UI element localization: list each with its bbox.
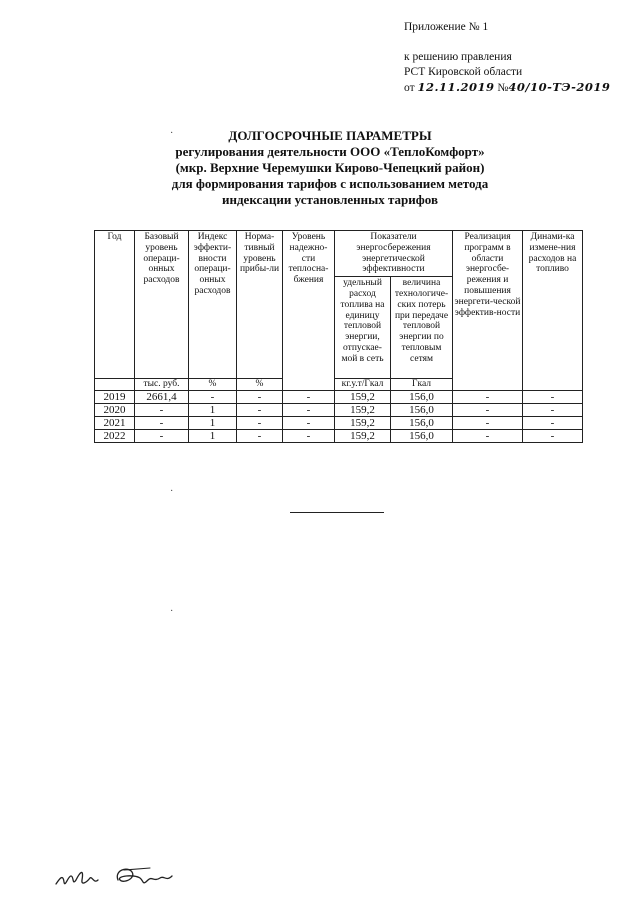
stray-dot-mark: · xyxy=(170,606,174,617)
cell-year: 2019 xyxy=(95,391,135,404)
cell-efficiency-index: 1 xyxy=(189,417,237,430)
cell-programs: - xyxy=(453,430,523,443)
table-row xyxy=(95,417,583,430)
cell-base-cost: - xyxy=(135,404,189,417)
header-fuel-dynamics: Динами-ка измене-ния расходов на топливо xyxy=(523,231,583,391)
date-prefix: от xyxy=(404,82,415,94)
approval-date-line xyxy=(404,80,610,96)
cell-year: 2022 xyxy=(95,430,135,443)
cell-fuel-rate: 159,2 xyxy=(335,430,391,443)
heading-line-4: для формирования тарифов с использованием метода xyxy=(171,176,489,191)
cell-base-cost: - xyxy=(135,430,189,443)
cell-fuel-rate: 159,2 xyxy=(335,417,391,430)
cell-profit-level: - xyxy=(237,404,283,417)
cell-fuel-dynamics: - xyxy=(523,391,583,404)
cell-profit-level: - xyxy=(237,391,283,404)
approval-block xyxy=(404,20,610,96)
table-row xyxy=(95,430,583,443)
cell-efficiency-index: 1 xyxy=(189,404,237,417)
table-row xyxy=(95,404,583,417)
header-fuel-rate: удельный расход топлива на единицу тепловой энергии, отпускае-мой в сеть xyxy=(335,277,391,379)
cell-programs: - xyxy=(453,404,523,417)
approval-line-1: к решению правления xyxy=(404,51,512,63)
cell-base-cost: - xyxy=(135,417,189,430)
heading-line-3: (мкр. Верхние Черемушки Кирово-Чепецкий район) xyxy=(175,160,485,175)
cell-profit-level: - xyxy=(237,417,283,430)
unit-base-cost: тыс. руб. xyxy=(135,379,189,391)
cell-base-cost: 2661,4 xyxy=(135,391,189,404)
heading-line-2: регулирования деятельности ООО «ТеплоКомфорт» xyxy=(175,144,485,159)
unit-heat-losses: Гкал xyxy=(391,379,453,391)
approval-number: 40/10-ТЭ-2019 xyxy=(508,80,611,94)
header-reliability: Уровень надежно-сти теплосна-бжения xyxy=(283,231,335,391)
cell-reliability: - xyxy=(283,430,335,443)
cell-year: 2020 xyxy=(95,404,135,417)
unit-year xyxy=(95,379,135,391)
end-rule xyxy=(290,512,384,513)
stray-dot-mark: · xyxy=(170,486,174,497)
cell-fuel-rate: 159,2 xyxy=(335,404,391,417)
header-base-cost: Базовый уровень операци-онных расходов xyxy=(135,231,189,379)
appendix-label: Приложение № 1 xyxy=(404,21,489,33)
cell-heat-losses: 156,0 xyxy=(391,430,453,443)
cell-efficiency-index: - xyxy=(189,391,237,404)
parameters-table xyxy=(94,230,583,443)
cell-fuel-dynamics: - xyxy=(523,417,583,430)
unit-fuel-rate: кг.у.т/Гкал xyxy=(335,379,391,391)
cell-efficiency-index: 1 xyxy=(189,430,237,443)
header-profit-level: Норма-тивный уровень прибы-ли xyxy=(237,231,283,379)
header-efficiency-index: Индекс эффекти-вности операци-онных расходов xyxy=(189,231,237,379)
stray-dot-mark: · xyxy=(170,128,174,139)
header-heat-losses: величина технологиче-ских потерь при передаче тепловой энергии по тепловым сетям xyxy=(391,277,453,379)
unit-efficiency-index: % xyxy=(189,379,237,391)
cell-fuel-dynamics: - xyxy=(523,404,583,417)
cell-year: 2021 xyxy=(95,417,135,430)
cell-reliability: - xyxy=(283,404,335,417)
heading-line-5: индексации установленных тарифов xyxy=(222,192,438,207)
unit-profit-level: % xyxy=(237,379,283,391)
cell-programs: - xyxy=(453,391,523,404)
cell-reliability: - xyxy=(283,417,335,430)
header-programs: Реализация программ в области энергосбе-режения и повышения энергети-ческой эффектив-ности xyxy=(453,231,523,391)
number-prefix: № xyxy=(497,82,509,94)
cell-programs: - xyxy=(453,417,523,430)
cell-fuel-rate: 159,2 xyxy=(335,391,391,404)
approval-date: 12.11.2019 xyxy=(417,80,495,94)
header-year: Год xyxy=(95,231,135,379)
handwritten-signature xyxy=(54,862,204,892)
cell-reliability: - xyxy=(283,391,335,404)
cell-fuel-dynamics: - xyxy=(523,430,583,443)
table-row xyxy=(95,391,583,404)
heading-line-1: ДОЛГОСРОЧНЫЕ ПАРАМЕТРЫ xyxy=(228,128,432,143)
cell-heat-losses: 156,0 xyxy=(391,417,453,430)
cell-heat-losses: 156,0 xyxy=(391,391,453,404)
cell-profit-level: - xyxy=(237,430,283,443)
header-energy-group: Показатели энергосбережения энергетической эффективности xyxy=(335,231,453,277)
document-heading xyxy=(120,128,540,208)
cell-heat-losses: 156,0 xyxy=(391,404,453,417)
approval-line-2: РСТ Кировской области xyxy=(404,66,523,78)
